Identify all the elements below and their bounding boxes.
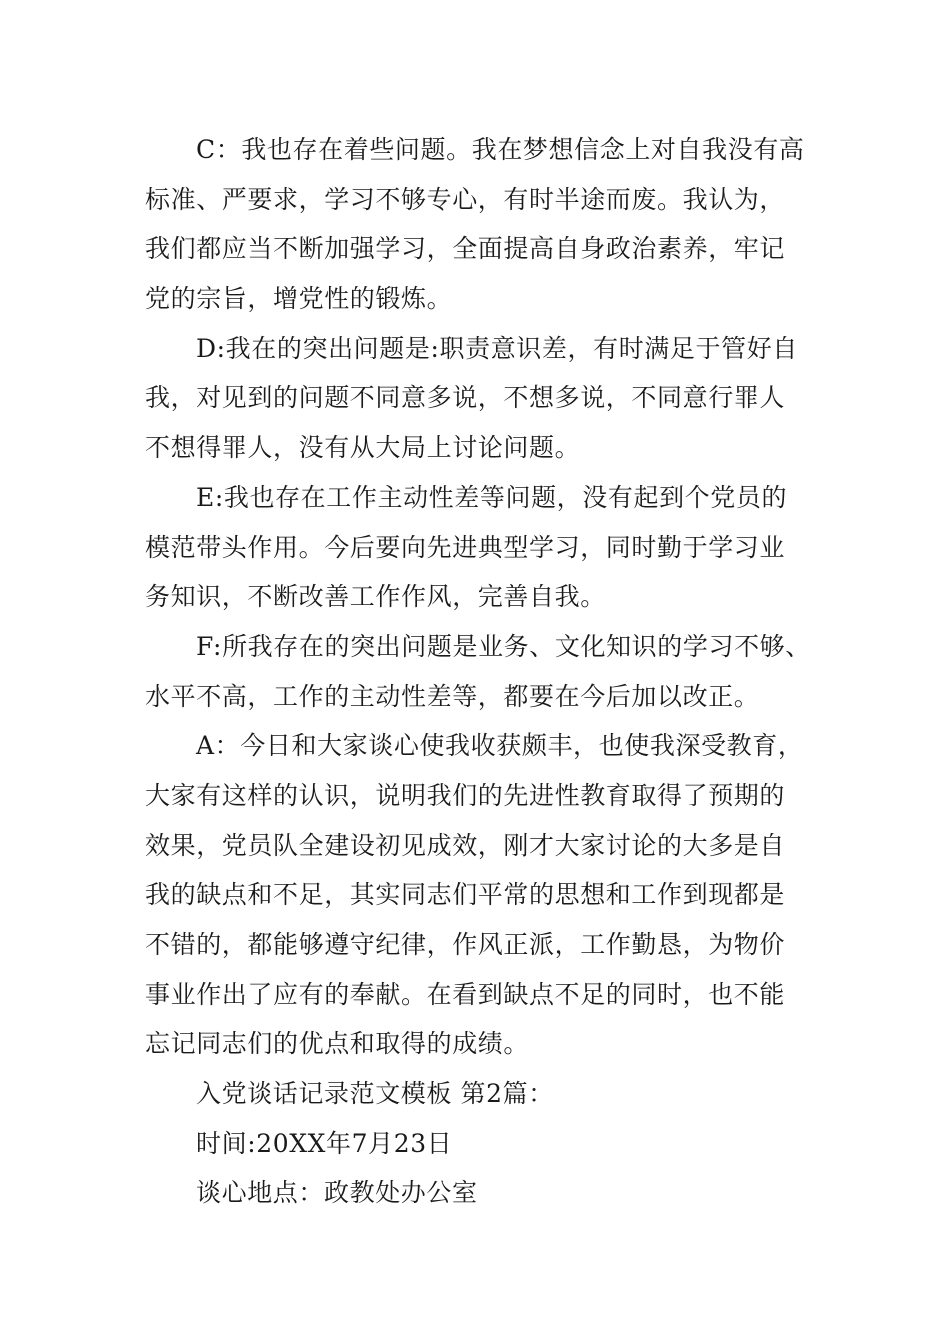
paragraph-c-line-4: 党的宗旨，增党性的锻炼。 <box>145 284 453 313</box>
paragraph-e-line-2: 模范带头作用。今后要向先进典型学习，同时勤于学习业 <box>145 533 786 562</box>
paragraph-e-line-3: 务知识，不断改善工作作风，完善自我。 <box>145 582 606 611</box>
paragraph-d-line-3: 不想得罪人，没有从大局上讨论问题。 <box>145 433 581 462</box>
paragraph-d-line-2: 我，对见到的问题不同意多说，不想多说，不同意行罪人 <box>145 383 786 412</box>
paragraph-a-line-1: A：今日和大家谈心使我收获颇丰，也使我深受教育， <box>196 731 804 760</box>
paragraph-a-line-6: 事业作出了应有的奉献。在看到缺点不足的同时，也不能 <box>145 980 786 1009</box>
paragraph-e-line-1: E:我也存在工作主动性差等问题，没有起到个党员的 <box>196 483 788 512</box>
paragraph-a-line-7: 忘记同志们的优点和取得的成绩。 <box>145 1029 530 1058</box>
paragraph-d-line-1: D:我在的突出问题是:职责意识差，有时满足于管好自 <box>196 334 798 363</box>
paragraph-a-line-2: 大家有这样的认识，说明我们的先进性教育取得了预期的 <box>145 781 786 810</box>
paragraph-a-line-4: 我的缺点和不足，其实同志们平常的思想和工作到现都是 <box>145 880 786 909</box>
paragraph-f-line-2: 水平不高，工作的主动性差等，都要在今后加以改正。 <box>145 682 760 711</box>
paragraph-a-line-5: 不错的，都能够遵守纪律，作风正派，工作勤恳，为物价 <box>145 930 786 959</box>
paragraph-c-line-3: 我们都应当不断加强学习，全面提高自身政治素养，牢记 <box>145 234 786 263</box>
section-heading: 入党谈话记录范文模板 第2篇： <box>196 1079 554 1108</box>
paragraph-c-line-2: 标准、严要求，学习不够专心，有时半途而废。我认为， <box>145 185 786 214</box>
meeting-time: 时间:20XX年7月23日 <box>196 1129 453 1158</box>
paragraph-f-line-1: F:所我存在的突出问题是业务、文化知识的学习不够、 <box>196 632 811 661</box>
paragraph-a-line-3: 效果，党员队全建设初见成效，刚才大家讨论的大多是自 <box>145 831 786 860</box>
paragraph-c-line-1: C：我也存在着些问题。我在梦想信念上对自我没有高 <box>196 135 805 164</box>
meeting-location: 谈心地点：政教处办公室 <box>196 1178 478 1207</box>
